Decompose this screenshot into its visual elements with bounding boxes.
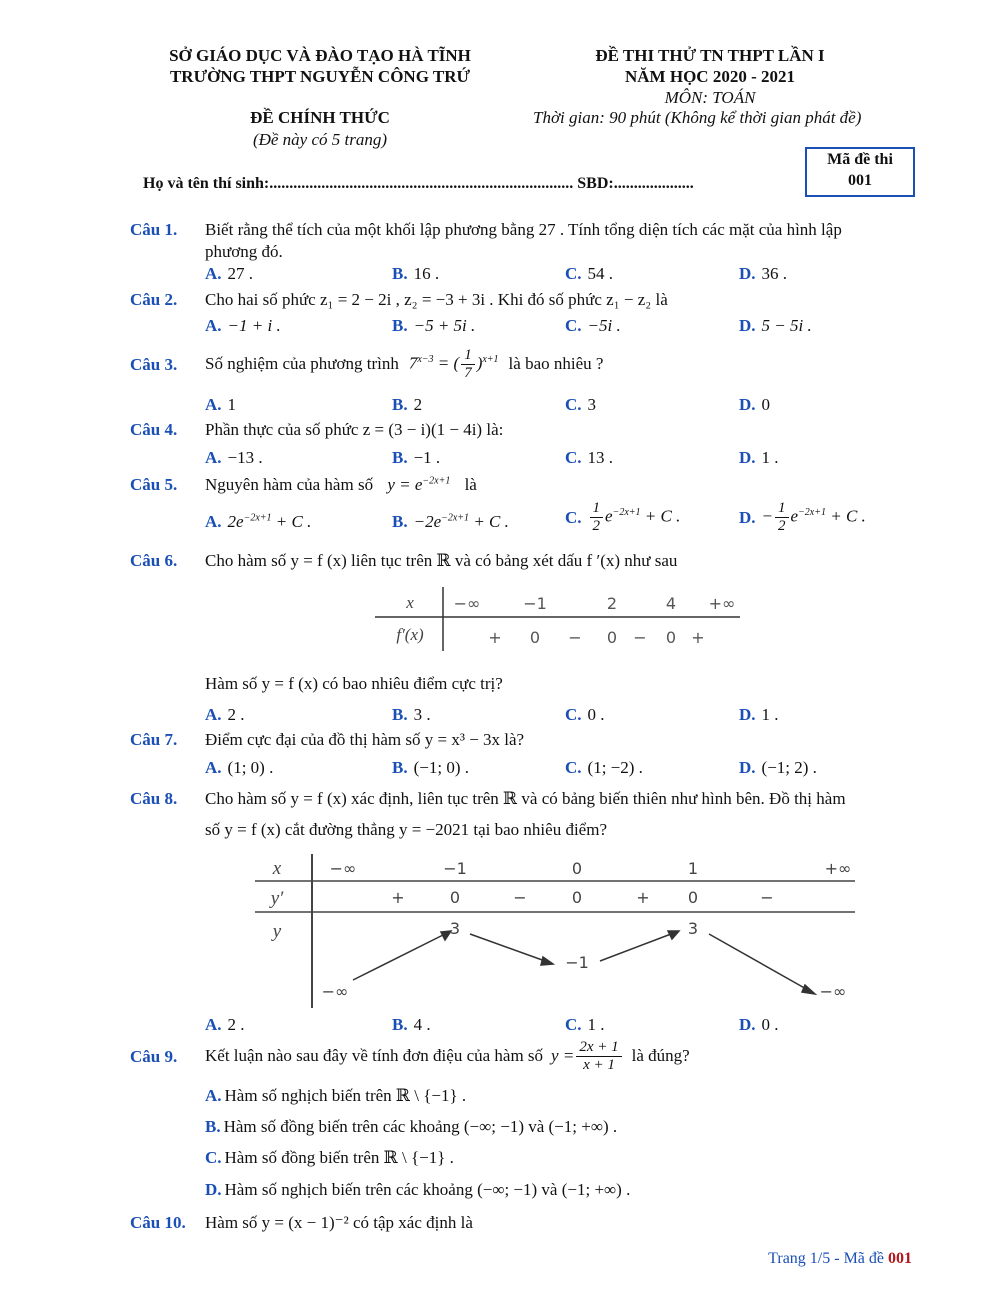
option-letter: C. [565, 758, 582, 777]
option-letter: D. [739, 758, 756, 777]
option-d [205, 1180, 630, 1200]
option-letter: A. [205, 448, 222, 467]
option-letter: A. [205, 264, 222, 283]
option-text: 0 . [587, 705, 605, 724]
footer-code: 001 [888, 1250, 912, 1267]
sign-cell: 0 [529, 628, 541, 647]
sign-cell: − [568, 628, 582, 647]
option-a [205, 758, 273, 778]
option-letter: D. [205, 1180, 222, 1199]
option-text: (1; −2) . [587, 758, 643, 777]
question-text-post: là bao nhiêu ? [508, 354, 604, 373]
option-text: −1 + i . [227, 316, 281, 335]
option-letter: B. [392, 512, 408, 531]
option-text: (1; 0) . [227, 758, 274, 777]
option-b [392, 264, 439, 284]
y-value: −∞ [819, 982, 847, 1001]
sign-cell: + [636, 888, 650, 907]
option-d [739, 316, 812, 336]
option-text: $2e^{-2x+1} + C$ . [227, 512, 312, 531]
option-d [739, 500, 866, 535]
y-value: 3 [449, 919, 461, 938]
option-d [739, 1015, 779, 1035]
option-letter: C. [565, 705, 582, 724]
question-text-post: là đúng? [631, 1046, 690, 1065]
fp-label: f′(x) [396, 625, 424, 644]
option-text: 5 − 5i . [761, 316, 812, 335]
sign-cell: 0 [606, 628, 618, 647]
option-d [739, 705, 779, 725]
option-c [565, 448, 613, 468]
question-number: Câu 3. [130, 355, 178, 374]
option-letter: A. [205, 1086, 222, 1105]
option-d [739, 264, 787, 284]
option-text: Hàm số nghịch biến trên các khoảng (−∞; −1) và (−1; +∞) . [224, 1180, 631, 1199]
option-letter: D. [739, 507, 756, 527]
question-text: Biết rằng thể tích của một khối lập phương bằng 27 . Tính tổng diện tích các mặt của hình lập [205, 220, 842, 239]
option-b [392, 316, 475, 336]
exam-code-label: Mã đề thi [827, 151, 893, 168]
x-value: −∞ [329, 859, 357, 878]
arrow-head [668, 931, 679, 939]
exam-code-value: 001 [848, 172, 872, 189]
option-a [205, 1015, 245, 1035]
x-label: x [272, 858, 282, 879]
option-a [205, 512, 311, 532]
option-a [205, 705, 245, 725]
x-value: 4 [665, 594, 677, 613]
option-c [565, 264, 613, 284]
equation: y = $\frac{2x + 1}{x + 1}$ [551, 1039, 624, 1074]
question-text: Cho hàm số y = f (x) xác định, liên tục trên ℝ và có bảng biến thiên như hình bên. Đồ thị hàm [205, 789, 846, 808]
exam-title: ĐỀ THI THỬ TN THPT LẦN I [595, 46, 825, 65]
question-text-post: là [464, 475, 477, 494]
option-b [205, 1117, 617, 1137]
page-footer [768, 1250, 912, 1268]
option-letter: B. [392, 1015, 408, 1034]
option-b [392, 512, 509, 532]
option-b [392, 1015, 431, 1035]
option-a [205, 448, 263, 468]
option-text: $\frac{1}{2}$ $e^{-2x+1} + C$ . [588, 500, 681, 535]
footer-page: Trang 1/5 - Mã đề [768, 1250, 884, 1267]
x-value: −∞ [453, 594, 481, 613]
option-c [565, 395, 596, 415]
yp-label: y′ [270, 888, 284, 909]
option-letter: B. [392, 448, 408, 467]
option-c [565, 1015, 605, 1035]
x-value: +∞ [824, 859, 852, 878]
option-text: 13 . [587, 448, 614, 467]
option-text: $-2e^{-2x+1} + C$ . [413, 512, 509, 531]
option-text: 3 . [413, 705, 431, 724]
arrow-head [802, 985, 815, 994]
option-b [392, 448, 440, 468]
option-a [205, 316, 281, 336]
option-letter: D. [739, 1015, 756, 1034]
option-text: 2 . [227, 1015, 245, 1034]
question-number: Câu 9. [130, 1047, 178, 1066]
x-value: 1 [687, 859, 699, 878]
option-a [205, 395, 236, 415]
exam-code-box [805, 147, 915, 197]
sign-cell: 0 [687, 888, 699, 907]
y-value: 3 [687, 919, 699, 938]
variation-table [255, 852, 860, 1010]
candidate-line: Họ và tên thí sinh:............................................................................ SBD:.................... [143, 175, 694, 192]
x-value: 2 [606, 594, 618, 613]
question-text [205, 343, 603, 385]
option-text: 2 [413, 395, 423, 414]
option-text: 4 . [413, 1015, 431, 1034]
option-text: 1 . [761, 448, 779, 467]
option-letter: A. [205, 758, 222, 777]
option-d [739, 395, 770, 415]
option-text: 27 . [227, 264, 254, 283]
option-c [565, 500, 680, 535]
option-d [739, 758, 817, 778]
option-letter: C. [565, 1015, 582, 1034]
question-number: Câu 2. [130, 290, 178, 309]
question-text-pre: Nguyên hàm của hàm số [205, 475, 374, 494]
question-text [205, 1034, 690, 1078]
option-text: Hàm số đồng biến trên ℝ \ {−1} . [224, 1148, 454, 1167]
option-text: 16 . [413, 264, 440, 283]
question-number: Câu 6. [130, 551, 178, 570]
option-text: −1 . [413, 448, 441, 467]
sign-cell: − [760, 888, 774, 907]
option-text: (−1; 2) . [761, 758, 817, 777]
sign-cell: 0 [449, 888, 461, 907]
equation: $y = e^{-2x+1}$ [387, 475, 451, 494]
pages-note: (Đề này có 5 trang) [252, 130, 388, 149]
option-letter: B. [392, 316, 408, 335]
option-b [392, 705, 431, 725]
question-text [205, 475, 477, 495]
option-c [565, 758, 643, 778]
department-name: SỞ GIÁO DỤC VÀ ĐÀO TẠO HÀ TĨNH [169, 46, 471, 65]
subject: MÔN: TOÁN [664, 88, 756, 107]
option-text: 1 . [587, 1015, 605, 1034]
option-text: 2 . [227, 705, 245, 724]
option-letter: B. [392, 395, 408, 414]
question-text: Hàm số y = (x − 1)⁻² có tập xác định là [205, 1213, 473, 1232]
question-text: Cho hàm số y = f (x) liên tục trên ℝ và có bảng xét dấu f ′(x) như sau [205, 551, 678, 570]
option-letter: D. [739, 448, 756, 467]
question-text: Hàm số y = f (x) có bao nhiêu điểm cực trị? [205, 674, 503, 693]
sign-cell: − [633, 628, 647, 647]
option-letter: B. [392, 264, 408, 283]
option-letter: D. [739, 316, 756, 335]
time-limit: Thời gian: 90 phút (Không kể thời gian phát đề) [533, 108, 862, 127]
question-text: Điểm cực đại của đồ thị hàm số y = x³ − 3x là? [205, 730, 525, 749]
question-number: Câu 5. [130, 475, 178, 494]
question-number: Câu 1. [130, 220, 178, 239]
option-a [205, 1086, 466, 1106]
sign-cell: + [691, 628, 705, 647]
option-text: 0 [761, 395, 771, 414]
option-text: Hàm số đồng biến trên các khoảng (−∞; −1) và (−1; +∞) . [223, 1117, 618, 1136]
x-value: +∞ [708, 594, 736, 613]
option-letter: C. [565, 507, 582, 527]
option-text: − $\frac{1}{2}$ $e^{-2x+1} + C$ . [761, 500, 866, 534]
arrow-head [541, 957, 553, 965]
sign-cell: + [488, 628, 502, 647]
y-label: y [272, 921, 282, 942]
option-letter: B. [392, 705, 408, 724]
question-text: Phần thực của số phức z = (3 − i)(1 − 4i) là: [205, 420, 504, 439]
option-letter: D. [739, 264, 756, 283]
option-text: 3 [587, 395, 597, 414]
option-letter: C. [565, 316, 582, 335]
option-c [565, 316, 621, 336]
sign-cell: 0 [665, 628, 677, 647]
option-letter: A. [205, 1015, 222, 1034]
option-c [565, 705, 605, 725]
question-number: Câu 10. [130, 1213, 186, 1232]
sign-table [375, 585, 745, 655]
school-year: NĂM HỌC 2020 - 2021 [625, 67, 795, 86]
sign-cell: 0 [571, 888, 583, 907]
option-text: −5i . [587, 316, 621, 335]
option-letter: B. [392, 758, 408, 777]
option-d [739, 448, 779, 468]
option-text: 0 . [761, 1015, 779, 1034]
option-text: 1 [227, 395, 237, 414]
option-text: (−1; 0) . [413, 758, 469, 777]
option-letter: B. [205, 1117, 221, 1136]
sign-cell: − [513, 888, 527, 907]
option-letter: C. [205, 1148, 222, 1167]
option-c [205, 1148, 454, 1168]
option-b [392, 758, 469, 778]
option-text: −5 + 5i . [413, 316, 476, 335]
option-letter: A. [205, 395, 222, 414]
equation: $7^{x-3}$ = ( $\frac{1}{7}$ )$^{x+1}$ [408, 346, 499, 381]
option-text: Hàm số nghịch biến trên ℝ \ {−1} . [224, 1086, 467, 1105]
question-text-pre: Số nghiệm của phương trình [205, 354, 399, 373]
y-value: −∞ [321, 982, 349, 1001]
option-letter: A. [205, 705, 222, 724]
option-text: 1 . [761, 705, 779, 724]
sign-cell: + [391, 888, 405, 907]
option-letter: D. [739, 395, 756, 414]
question-number: Câu 7. [130, 730, 178, 749]
school-name: TRƯỜNG THPT NGUYỄN CÔNG TRỨ [169, 67, 471, 86]
option-text: −13 . [227, 448, 263, 467]
option-letter: D. [739, 705, 756, 724]
official-label: ĐỀ CHÍNH THỨC [250, 108, 390, 127]
question-text: số y = f (x) cắt đường thẳng y = −2021 tại bao nhiêu điểm? [205, 820, 607, 839]
option-a [205, 264, 253, 284]
option-letter: A. [205, 512, 222, 531]
option-text: 36 . [761, 264, 788, 283]
question-text: Cho hai số phức z₁ = 2 − 2i , z₂ = −3 + 3i . Khi đó số phức z₁ − z₂ là [205, 290, 668, 309]
option-text: 54 . [587, 264, 614, 283]
question-text-pre: Kết luận nào sau đây về tính đơn điệu của hàm số [205, 1046, 544, 1065]
option-letter: A. [205, 316, 222, 335]
x-value: 0 [571, 859, 583, 878]
y-value: −1 [565, 953, 589, 972]
option-b [392, 395, 422, 415]
option-letter: C. [565, 448, 582, 467]
x-value: −1 [443, 859, 467, 878]
x-value: −1 [523, 594, 547, 613]
question-number: Câu 8. [130, 789, 178, 808]
option-letter: C. [565, 395, 582, 414]
x-label: x [406, 593, 414, 612]
question-text: phương đó. [205, 242, 283, 261]
question-number: Câu 4. [130, 420, 178, 439]
option-letter: C. [565, 264, 582, 283]
